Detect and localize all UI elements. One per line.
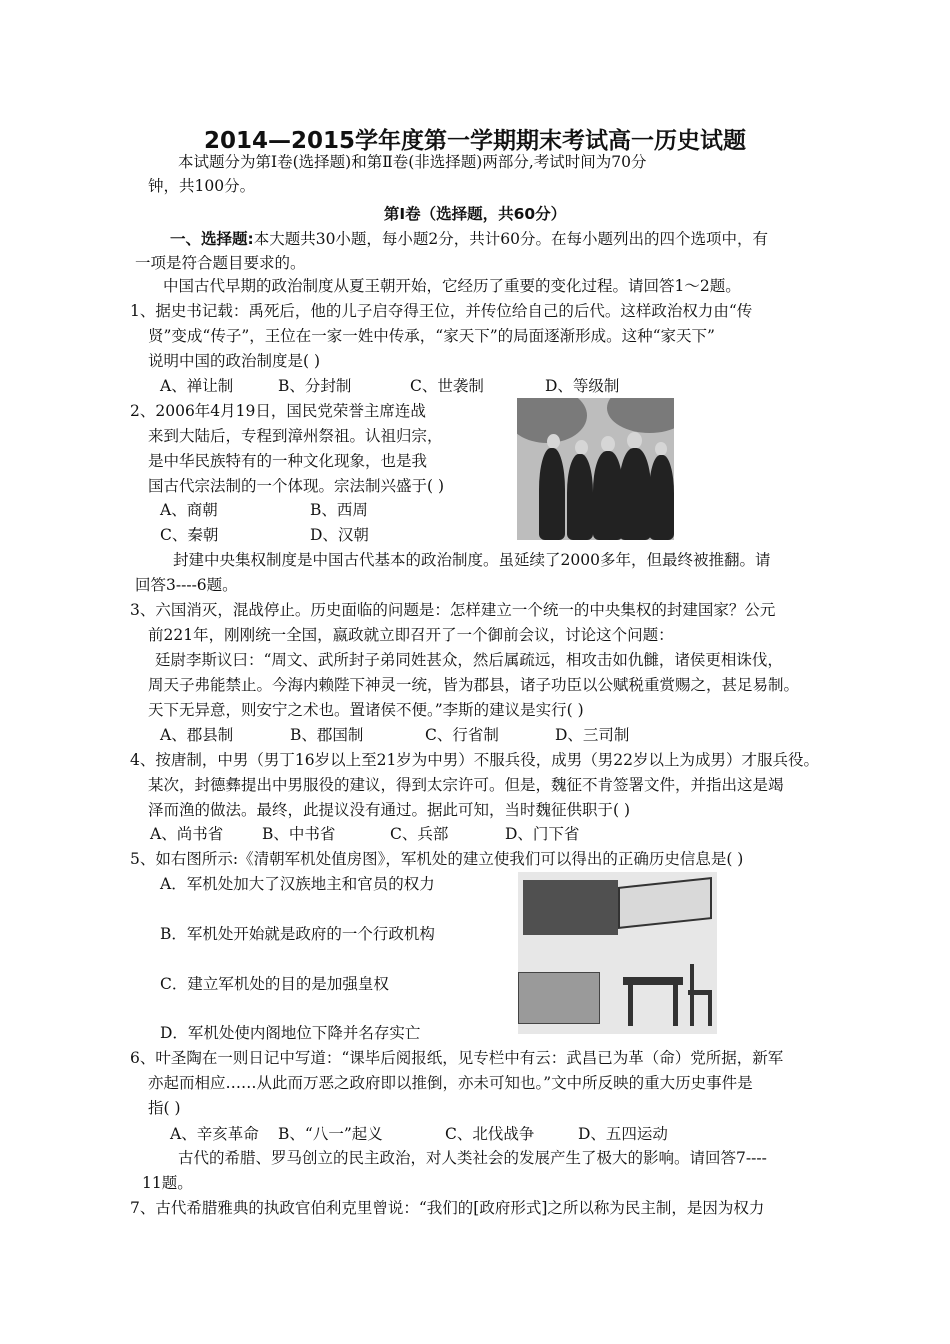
q2-line-4: 国古代宗法制的一个体现。宗法制兴盛于( ) [148,477,445,495]
photo-person-5 [649,455,674,540]
q3-line-4: 周天子弗能禁止。今海内赖陛下神灵一统，皆为郡县，诸子功臣以公赋税重赏赐之，甚足易制。 [148,676,800,694]
military-office-photo [518,872,717,1034]
q5-option-a: A．军机处加大了汉族地主和官员的权力 [160,875,435,893]
section-heading: 第Ⅰ卷（选择题，共60分） [383,205,567,223]
photo-head-2 [575,440,588,455]
photo-tree-right [607,398,674,433]
photo-table-leg-1 [628,984,633,1026]
photo-plaque [618,877,712,929]
intro-line-2: 钟，共100分。 [148,177,256,195]
q1-option-a: A、禅让制 [160,377,234,395]
page-title: 2014—2015学年度第一学期期末考试高一历史试题 [203,128,747,154]
lead-q3-6-line-1: 封建中央集权制度是中国古代基本的政治制度。虽延续了2000多年，但最终被推翻。请 [173,551,771,569]
lead-q3-6-line-2: 回答3----6题。 [135,576,238,594]
photo-chair-back [690,964,694,1026]
photo-wall-board [523,880,618,935]
intro-line-1: 本试题分为第Ⅰ卷(选择题)和第Ⅱ卷(非选择题)两部分,考试时间为70分 [178,153,647,171]
q7-line-1: 7、古代希腊雅典的执政官伯利克里曾说：“我们的[政府形式]之所以称为民主制，是因为权力 [130,1199,765,1217]
q4-line-2: 某次，封德彝提出中男服役的建议，得到太宗许可。但是，魏征不肯签署文件，并指出这是竭 [148,776,784,794]
q2-option-d: D、汉朝 [310,526,369,544]
q4-option-d: D、门下省 [505,825,580,843]
lead-q7-11-line-1: 古代的希腊、罗马创立的民主政治，对人类社会的发展产生了极大的影响。请回答7---- [178,1149,767,1167]
instructions-text: 本大题共30小题，每小题2分，共计60分。在每小题列出的四个选项中，有 [253,230,769,248]
q6-option-c: C、北伐战争 [445,1125,535,1143]
q3-option-c: C、行省制 [425,726,499,744]
photo-head-1 [547,434,560,449]
ancestor-worship-photo [517,398,674,540]
instructions-line-1 [170,228,768,250]
q2-line-1: 2、2006年4月19日，国民党荣誉主席连战 [130,402,426,420]
q1-option-b: B、分封制 [278,377,352,395]
instructions-line-2: 一项是符合题目要求的。 [135,254,306,272]
q5-option-d: D．军机处使内阁地位下降并名存实亡 [160,1024,421,1042]
q3-option-a: A、郡县制 [160,726,234,744]
q1-line-2: 贤”变成“传子”，王位在一家一姓中传承，“家天下”的局面逐渐形成。这种“家天下” [148,327,715,345]
photo-bed [518,972,600,1024]
q4-option-c: C、兵部 [390,825,449,843]
photo-head-4 [627,432,642,449]
photo-person-2 [567,454,593,540]
q4-option-b: B、中书省 [262,825,336,843]
q4-option-a: A、尚书省 [150,825,224,843]
q6-line-2: 亦起而相应……从此而万恶之政府即以推倒，亦未可知也。”文中所反映的重大历史事件是 [148,1074,753,1092]
q5-option-c: C．建立军机处的目的是加强皇权 [160,975,389,993]
photo-head-3 [601,436,615,452]
q2-line-2: 来到大陆后，专程到漳州祭祖。认祖归宗， [148,427,443,445]
q3-option-b: B、郡国制 [290,726,364,744]
photo-person-4 [619,448,651,540]
q6-line-3: 指( ) [148,1099,181,1117]
instructions-label: 一、选择题: [170,230,254,248]
lead-q1-2: 中国古代早期的政治制度从夏王朝开始，它经历了重要的变化过程。请回答1～2题。 [163,277,741,295]
q1-option-c: C、世袭制 [410,377,484,395]
q3-option-d: D、三司制 [555,726,630,744]
q2-option-b: B、西周 [310,501,368,519]
q5-option-b: B．军机处开始就是政府的一个行政机构 [160,925,435,943]
q6-line-1: 6、叶圣陶在一则日记中写道：“课毕后阅报纸，见专栏中有云：武昌已为革（命）党所据，新军 [130,1049,784,1067]
q6-option-b: B、“八一”起义 [278,1125,383,1143]
q3-line-5: 天下无异意，则安宁之术也。置诸侯不便。”李斯的建议是实行( ) [148,701,584,719]
q1-option-d: D、等级制 [545,377,620,395]
q2-option-a: A、商朝 [160,501,218,519]
q5-stem: 5、如右图所示:《清朝军机处值房图》，军机处的建立使我们可以得出的正确历史信息是( ) [130,850,744,868]
photo-chair-leg [708,990,712,1026]
q2-line-3: 是中华民族特有的一种文化现象，也是我 [148,452,428,470]
q6-option-a: A、辛亥革命 [170,1125,259,1143]
q3-line-3: 廷尉李斯议曰：“周文、武所封子弟同姓甚众，然后属疏远，相攻击如仇雠，诸侯更相诛伐， [155,651,783,669]
q1-line-3: 说明中国的政治制度是( ) [148,352,321,370]
q2-option-c: C、秦朝 [160,526,219,544]
q4-line-3: 泽而渔的做法。最终，此提议没有通过。据此可知，当时魏征供职于( ) [148,801,631,819]
photo-head-5 [655,442,667,456]
q1-line-1: 1、据史书记载：禹死后，他的儿子启夺得王位，并传位给自己的后代。这样政治权力由“传 [130,302,753,320]
q6-option-d: D、五四运动 [578,1125,668,1143]
lead-q7-11-line-2: 11题。 [142,1174,193,1192]
photo-person-1 [539,448,565,540]
photo-table-leg-2 [673,984,678,1026]
q3-line-1: 3、六国消灭，混战停止。历史面临的问题是：怎样建立一个统一的中央集权的封建国家？公元 [130,601,776,619]
q3-line-2: 前221年，刚刚统一全国，嬴政就立即召开了一个御前会议，讨论这个问题： [148,626,674,644]
q4-line-1: 4、按唐制，中男（男丁16岁以上至21岁为中男）不服兵役，成男（男22岁以上为成男）才服兵役。 [130,751,820,769]
